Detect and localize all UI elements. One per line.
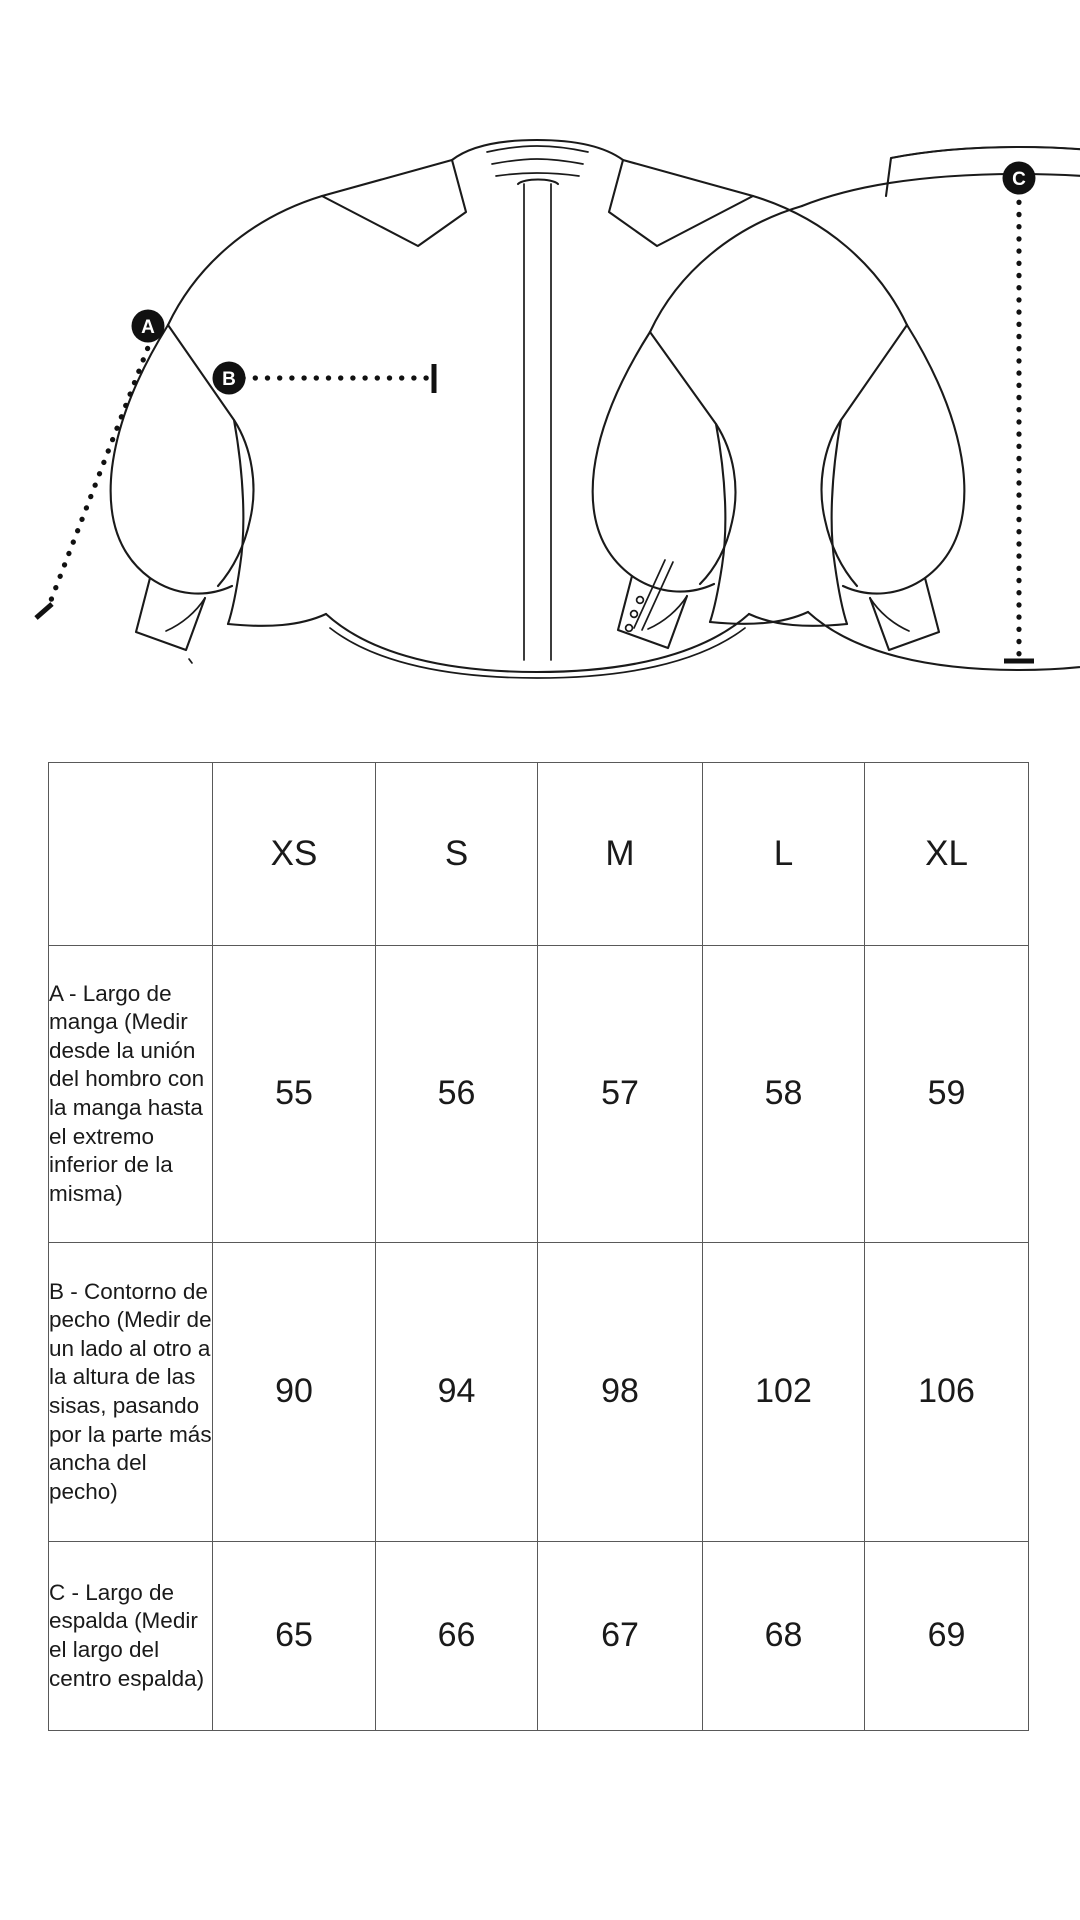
row-a-value-l: 58 — [703, 946, 865, 1243]
table-row — [49, 1243, 1029, 1542]
back-view-group — [593, 147, 1080, 670]
row-b-value-m: 98 — [538, 1243, 703, 1542]
marker-badge-a — [132, 310, 165, 343]
table-header-row — [49, 763, 1029, 946]
table-row — [49, 1542, 1029, 1731]
svg-text:C: C — [1012, 169, 1026, 190]
svg-text:B: B — [222, 369, 236, 390]
row-b-value-xs: 90 — [213, 1243, 376, 1542]
row-a-value-s: 56 — [376, 946, 538, 1243]
table-row — [49, 946, 1029, 1243]
row-c-value-m: 67 — [538, 1542, 703, 1731]
row-a-value-m: 57 — [538, 946, 703, 1243]
marker-badge-c — [1003, 162, 1036, 195]
row-c-value-s: 66 — [376, 1542, 538, 1731]
svg-text:A: A — [141, 317, 155, 338]
row-c-value-l: 68 — [703, 1542, 865, 1731]
header-size-xs: XS — [213, 763, 376, 946]
row-c-description: C - Largo de espalda (Medir el largo del centro espalda) — [49, 1542, 213, 1731]
marker-badge-b — [213, 362, 246, 395]
header-size-l: L — [703, 763, 865, 946]
measure-line-b — [243, 364, 434, 393]
header-size-xl: XL — [865, 763, 1029, 946]
front-view-group — [36, 140, 964, 678]
row-a-description: A - Largo de manga (Medir desde la unión del hombro con la manga hasta el extremo inferior de la misma) — [49, 946, 213, 1243]
measure-line-c — [1004, 190, 1034, 661]
row-b-value-xl: 106 — [865, 1243, 1029, 1542]
row-c-value-xs: 65 — [213, 1542, 376, 1731]
garment-illustration — [0, 0, 1080, 740]
header-measure-blank — [49, 763, 213, 946]
row-a-value-xs: 55 — [213, 946, 376, 1243]
row-c-value-xl: 69 — [865, 1542, 1029, 1731]
row-b-value-s: 94 — [376, 1243, 538, 1542]
row-a-value-xl: 59 — [865, 946, 1029, 1243]
header-size-s: S — [376, 763, 538, 946]
measure-line-a — [36, 337, 152, 618]
header-size-m: M — [538, 763, 703, 946]
size-chart-table — [48, 762, 1029, 1731]
size-chart-table-wrapper — [48, 762, 1028, 1731]
row-b-description: B - Contorno de pecho (Medir de un lado al otro a la altura de las sisas, pasando por la parte más ancha del pecho) — [49, 1243, 213, 1542]
row-b-value-l: 102 — [703, 1243, 865, 1542]
